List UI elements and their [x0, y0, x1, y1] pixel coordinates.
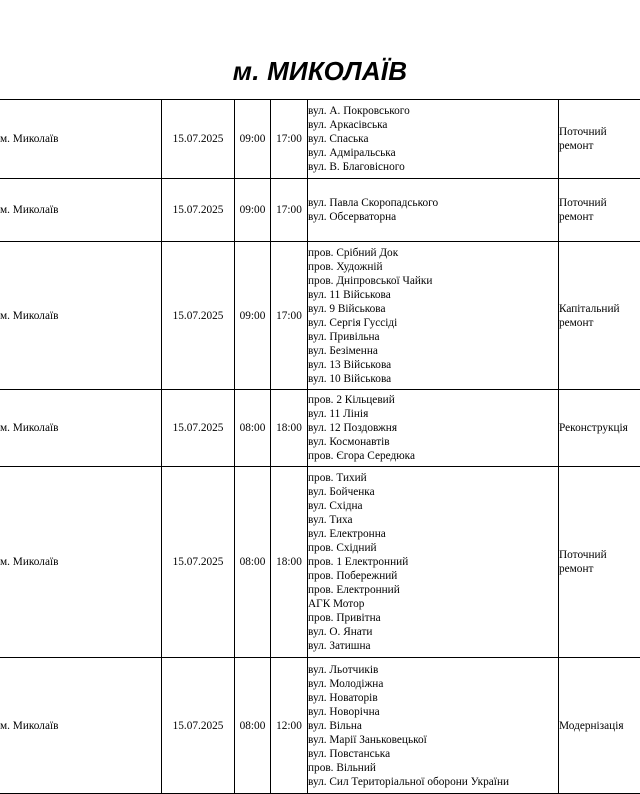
- streets-cell: [308, 467, 559, 658]
- work-type-cell: [559, 467, 640, 658]
- work-type-text: ремонт: [559, 317, 593, 329]
- streets-cell: [308, 100, 559, 179]
- work-type-text: Поточний: [559, 126, 607, 138]
- work-type-cell: [559, 390, 640, 467]
- work-type-text: Модернізація: [559, 720, 624, 732]
- street-name: вул. Бойченка: [308, 485, 558, 499]
- street-name: вул. 12 Поздовжня: [308, 421, 558, 435]
- street-name: вул. Павла Скоропадського: [308, 196, 558, 210]
- street-name: вул. Новаторів: [308, 691, 558, 705]
- street-name: пров. Срібний Док: [308, 246, 558, 260]
- street-name: АГК Мотор: [308, 597, 558, 611]
- start-time-cell: 09:00: [235, 179, 271, 242]
- street-name: вул. В. Благовісного: [308, 160, 558, 174]
- work-type-text: ремонт: [559, 140, 593, 152]
- street-name: вул. 9 Військова: [308, 302, 558, 316]
- work-type-text: Поточний: [559, 549, 607, 561]
- table-row: [0, 467, 640, 658]
- outage-table: [0, 99, 640, 794]
- street-name: пров. Художній: [308, 260, 558, 274]
- city-cell: м. Миколаїв: [0, 100, 162, 179]
- street-name: вул. О. Янати: [308, 625, 558, 639]
- date-cell: 15.07.2025: [162, 179, 235, 242]
- street-name: вул. Льотчиків: [308, 663, 558, 677]
- table-row: [0, 100, 640, 179]
- street-name: вул. 11 Лінія: [308, 407, 558, 421]
- work-type-text: ремонт: [559, 563, 593, 575]
- start-time-cell: 08:00: [235, 658, 271, 794]
- work-type-cell: [559, 658, 640, 794]
- work-type-text: ремонт: [559, 211, 593, 223]
- street-name: пров. Тихий: [308, 471, 558, 485]
- street-name: вул. Новорічна: [308, 705, 558, 719]
- date-cell: 15.07.2025: [162, 390, 235, 467]
- street-name: пров. 2 Кільцевий: [308, 393, 558, 407]
- street-name: вул. 11 Військова: [308, 288, 558, 302]
- street-name: вул. Безіменна: [308, 344, 558, 358]
- streets-cell: [308, 390, 559, 467]
- date-cell: 15.07.2025: [162, 467, 235, 658]
- street-name: пров. Єгора Середюка: [308, 449, 558, 463]
- street-name: вул. А. Покровського: [308, 104, 558, 118]
- streets-cell: [308, 658, 559, 794]
- street-name: вул. Марії Заньковецької: [308, 733, 558, 747]
- street-name: вул. Обсерваторна: [308, 210, 558, 224]
- city-cell: м. Миколаїв: [0, 179, 162, 242]
- table-row: [0, 390, 640, 467]
- work-type-text: Поточний: [559, 197, 607, 209]
- street-name: пров. Побережний: [308, 569, 558, 583]
- street-name: пров. Вільний: [308, 761, 558, 775]
- street-name: вул. Східна: [308, 499, 558, 513]
- street-name: вул. 13 Військова: [308, 358, 558, 372]
- start-time-cell: 09:00: [235, 100, 271, 179]
- work-type-cell: [559, 179, 640, 242]
- street-name: вул. Адміральська: [308, 146, 558, 160]
- start-time-cell: 08:00: [235, 467, 271, 658]
- streets-cell: [308, 179, 559, 242]
- street-name: вул. Повстанська: [308, 747, 558, 761]
- end-time-cell: 17:00: [271, 242, 308, 390]
- work-type-cell: [559, 242, 640, 390]
- street-name: вул. Затишна: [308, 639, 558, 653]
- street-name: пров. Електронний: [308, 583, 558, 597]
- street-name: вул. Аркасівська: [308, 118, 558, 132]
- streets-cell: [308, 242, 559, 390]
- city-cell: м. Миколаїв: [0, 658, 162, 794]
- street-name: вул. Спаська: [308, 132, 558, 146]
- street-name: вул. 10 Військова: [308, 372, 558, 386]
- end-time-cell: 17:00: [271, 100, 308, 179]
- table-row: [0, 658, 640, 794]
- street-name: вул. Космонавтів: [308, 435, 558, 449]
- date-cell: 15.07.2025: [162, 242, 235, 390]
- page-title: м. МИКОЛАЇВ: [0, 55, 640, 87]
- work-type-cell: [559, 100, 640, 179]
- date-cell: 15.07.2025: [162, 100, 235, 179]
- city-cell: м. Миколаїв: [0, 467, 162, 658]
- street-name: вул. Тиха: [308, 513, 558, 527]
- table-row: [0, 242, 640, 390]
- city-cell: м. Миколаїв: [0, 390, 162, 467]
- street-name: вул. Електронна: [308, 527, 558, 541]
- work-type-text: Реконструкція: [559, 422, 628, 434]
- street-name: вул. Привільна: [308, 330, 558, 344]
- work-type-text: Капітальний: [559, 303, 620, 315]
- end-time-cell: 18:00: [271, 390, 308, 467]
- street-name: вул. Молодіжна: [308, 677, 558, 691]
- start-time-cell: 09:00: [235, 242, 271, 390]
- end-time-cell: 18:00: [271, 467, 308, 658]
- date-cell: 15.07.2025: [162, 658, 235, 794]
- start-time-cell: 08:00: [235, 390, 271, 467]
- street-name: вул. Сергія Гуссіді: [308, 316, 558, 330]
- end-time-cell: 17:00: [271, 179, 308, 242]
- table-row: [0, 179, 640, 242]
- street-name: пров. Східний: [308, 541, 558, 555]
- street-name: вул. Сил Територіальної оборони України: [308, 775, 558, 789]
- street-name: пров. 1 Електронний: [308, 555, 558, 569]
- end-time-cell: 12:00: [271, 658, 308, 794]
- city-cell: м. Миколаїв: [0, 242, 162, 390]
- street-name: пров. Дніпровської Чайки: [308, 274, 558, 288]
- street-name: пров. Привітна: [308, 611, 558, 625]
- street-name: вул. Вільна: [308, 719, 558, 733]
- outage-table-body: [0, 100, 640, 794]
